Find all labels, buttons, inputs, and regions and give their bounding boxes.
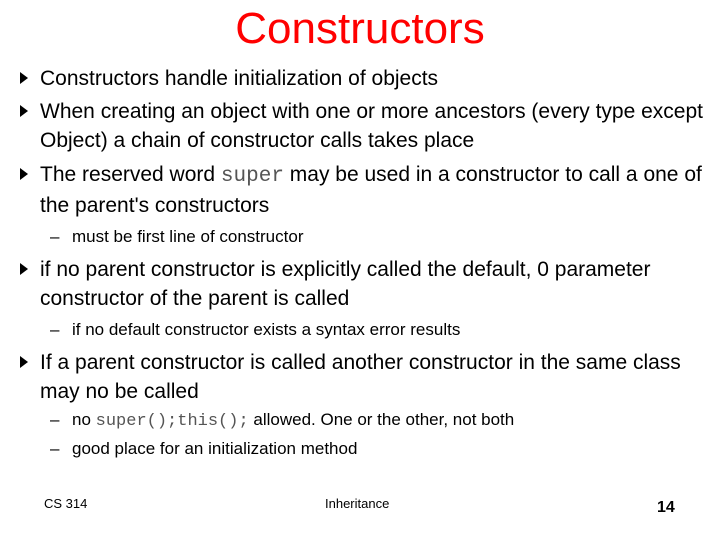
dash-icon: – <box>50 410 60 429</box>
bullet-super-keyword <box>20 160 710 220</box>
sub-bullet-not-both <box>50 409 710 433</box>
bullet-triangle-icon <box>20 105 28 117</box>
code-super-this: super();this(); <box>95 412 249 431</box>
bullet-text: if no parent constructor is explicitly called the default, 0 parameter constructor of the parent is called <box>40 258 651 310</box>
bullet-triangle-icon <box>20 356 28 368</box>
footer-course: CS 314 <box>44 496 88 511</box>
sub-bullet-text-pre: no <box>72 410 96 429</box>
bullet-triangle-icon <box>20 72 28 84</box>
bullet-constructor-chain <box>20 97 710 155</box>
code-super: super <box>220 165 284 188</box>
dash-icon: – <box>50 439 60 458</box>
bullet-triangle-icon <box>20 263 28 275</box>
bullet-text-post: may be used in a constructor to call a one of the parent's constructors <box>40 163 702 217</box>
sub-bullet-text-post: allowed. One or the other, not both <box>248 410 515 429</box>
dash-icon: – <box>50 227 60 246</box>
bullet-text: If a parent constructor is called another constructor in the same class may no be called <box>40 351 681 403</box>
bullet-other-constructor <box>20 348 710 406</box>
bullet-text <box>40 160 710 220</box>
bullet-text: When creating an object with one or more ancestors (every type except Object) a chain of constructor calls takes place <box>40 100 703 152</box>
page-number: 14 <box>657 499 675 516</box>
sub-bullet-text: must be first line of constructor <box>72 227 304 246</box>
sub-bullet-first-line <box>50 226 710 248</box>
bullet-default-constructor <box>20 255 710 313</box>
sub-bullet-text <box>72 409 710 433</box>
dash-icon: – <box>50 320 60 339</box>
sub-bullet-init-method <box>50 438 710 460</box>
sub-bullet-text: good place for an initialization method <box>72 439 358 458</box>
sub-bullet-text: if no default constructor exists a syntax error results <box>72 320 461 339</box>
sub-bullet-syntax-error <box>50 319 710 341</box>
bullet-text: Constructors handle initialization of objects <box>40 67 439 90</box>
slide-title: Constructors <box>235 4 485 53</box>
bullet-triangle-icon <box>20 168 28 180</box>
footer-topic: Inheritance <box>325 496 390 511</box>
bullet-text-pre: The reserved word <box>40 163 221 186</box>
bullet-initialization <box>20 64 710 93</box>
